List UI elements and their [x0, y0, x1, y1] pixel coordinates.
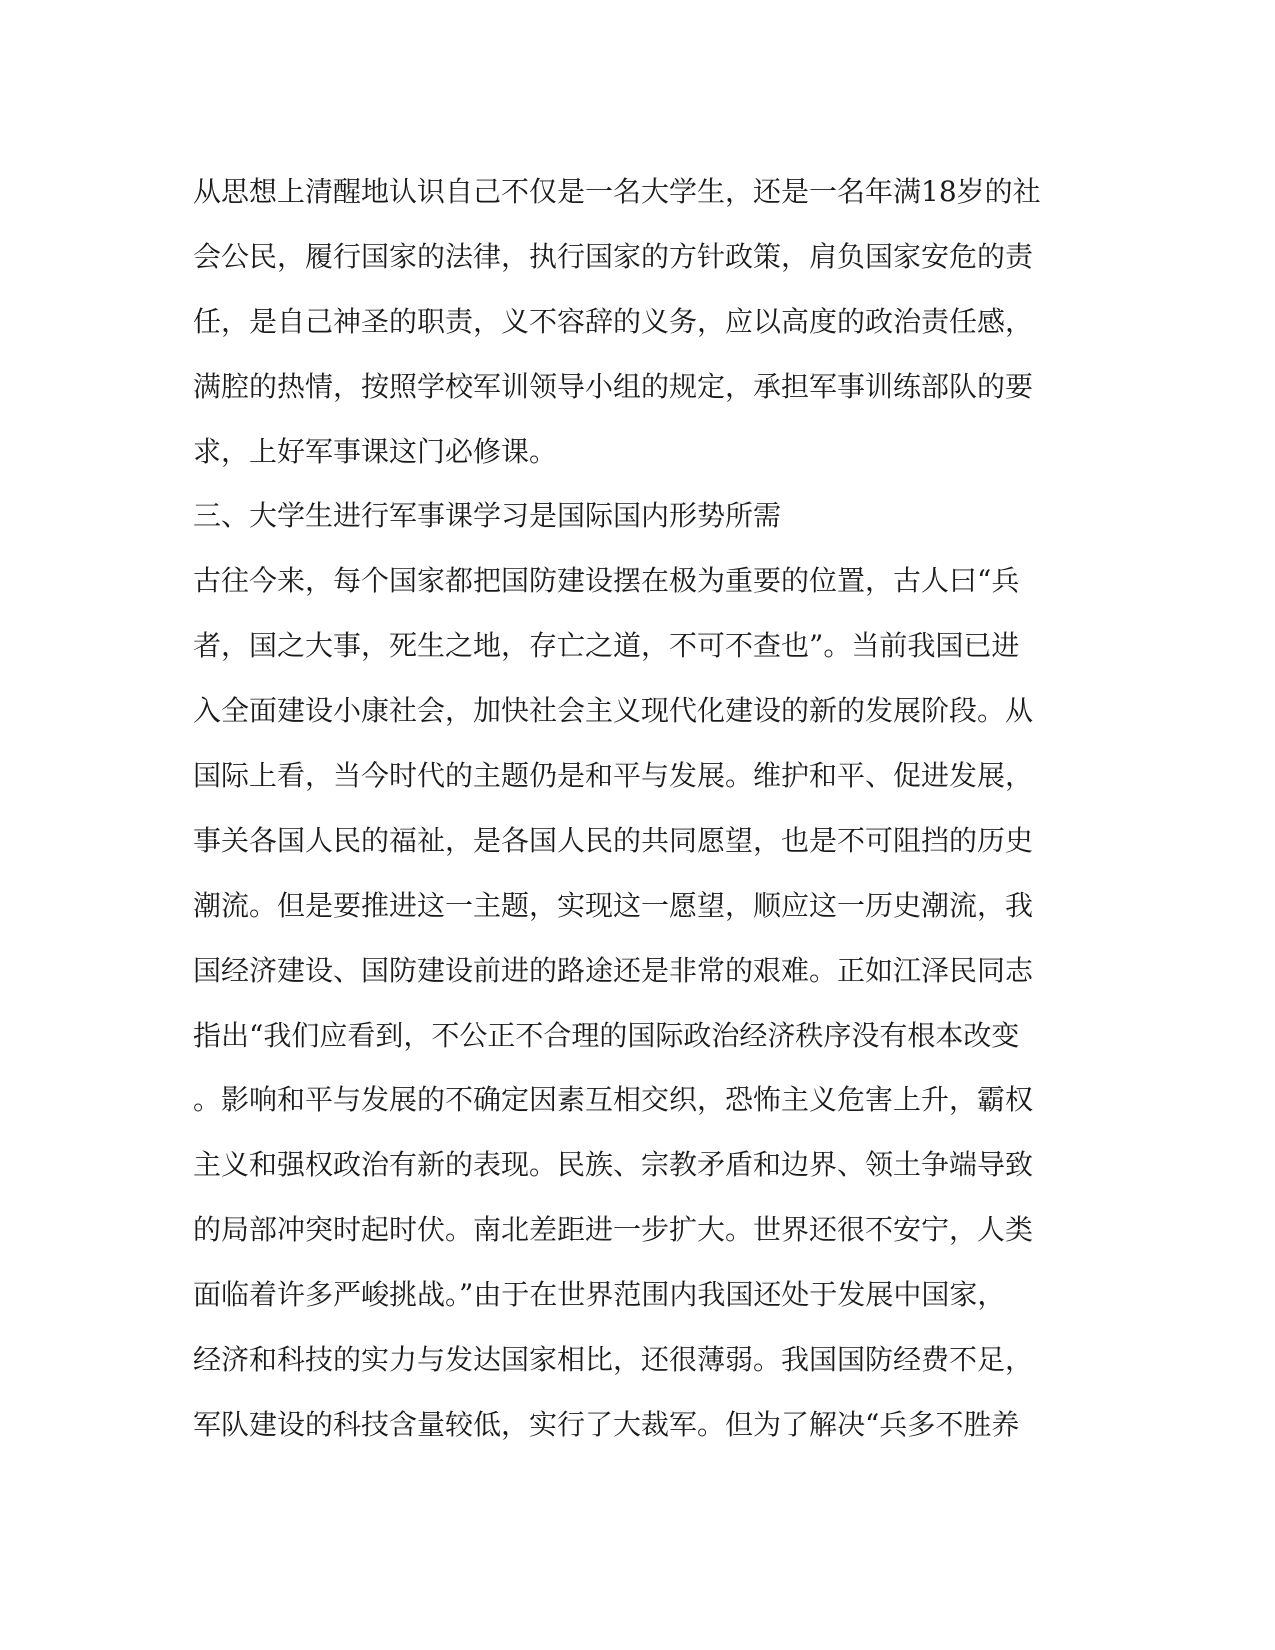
- text-line: 入全面建设小康社会，加快社会主义现代化建设的新的发展阶段。从: [193, 694, 1034, 728]
- text-line: 满腔的热情，按照学校军训领导小组的规定，承担军事训练部队的要: [193, 369, 1034, 403]
- text-line: 国经济建设、国防建设前进的路途还是非常的艰难。正如江泽民同志: [193, 953, 1034, 987]
- text-line: 从思想上清醒地认识自己不仅是一名大学生，还是一名年满18岁的社: [193, 175, 1041, 208]
- text-line: 。影响和平与发展的不确定因素互相交织，恐怖主义危害上升，霸权: [193, 1083, 1034, 1117]
- text-line: 军队建设的科技含量较低，实行了大裁军。但为了解决“兵多不胜养: [193, 1407, 1020, 1441]
- section-heading: 三、大学生进行军事课学习是国际国内形势所需: [193, 499, 782, 533]
- text-line: 国际上看，当今时代的主题仍是和平与发展。维护和平、促进发展，: [193, 759, 1034, 793]
- text-line: 指出“我们应看到，不公正不合理的国际政治经济秩序没有根本改变: [193, 1018, 1020, 1052]
- text-line: 事关各国人民的福祉，是各国人民的共同愿望，也是不可阻挡的历史: [193, 823, 1034, 857]
- text-line: 的局部冲突时起时伏。南北差距进一步扩大。世界还很不安宁，人类: [193, 1213, 1034, 1247]
- text-line: 古往今来，每个国家都把国防建设摆在极为重要的位置，古人曰“兵: [193, 564, 1020, 598]
- text-line: 主义和强权政治有新的表现。民族、宗教矛盾和边界、领土争端导致: [193, 1148, 1034, 1182]
- text-line: 经济和科技的实力与发达国家相比，还很薄弱。我国国防经费不足，: [193, 1343, 1034, 1377]
- text-line: 会公民，履行国家的法律，执行国家的方针政策，肩负国家安危的责: [193, 239, 1034, 273]
- text-line: 任，是自己神圣的职责，义不容辞的义务，应以高度的政治责任感，: [193, 304, 1034, 338]
- text-line: 面临着许多严峻挑战。”由于在世界范围内我国还处于发展中国家，: [193, 1278, 1006, 1312]
- text-line: 者，国之大事，死生之地，存亡之道，不可不查也”。当前我国已进: [193, 629, 1020, 663]
- text-line: 潮流。但是要推进这一主题，实现这一愿望，顺应这一历史潮流，我: [193, 888, 1034, 922]
- text-line: 求，上好军事课这门必修课。: [193, 434, 558, 468]
- body-text: [193, 160, 1073, 1458]
